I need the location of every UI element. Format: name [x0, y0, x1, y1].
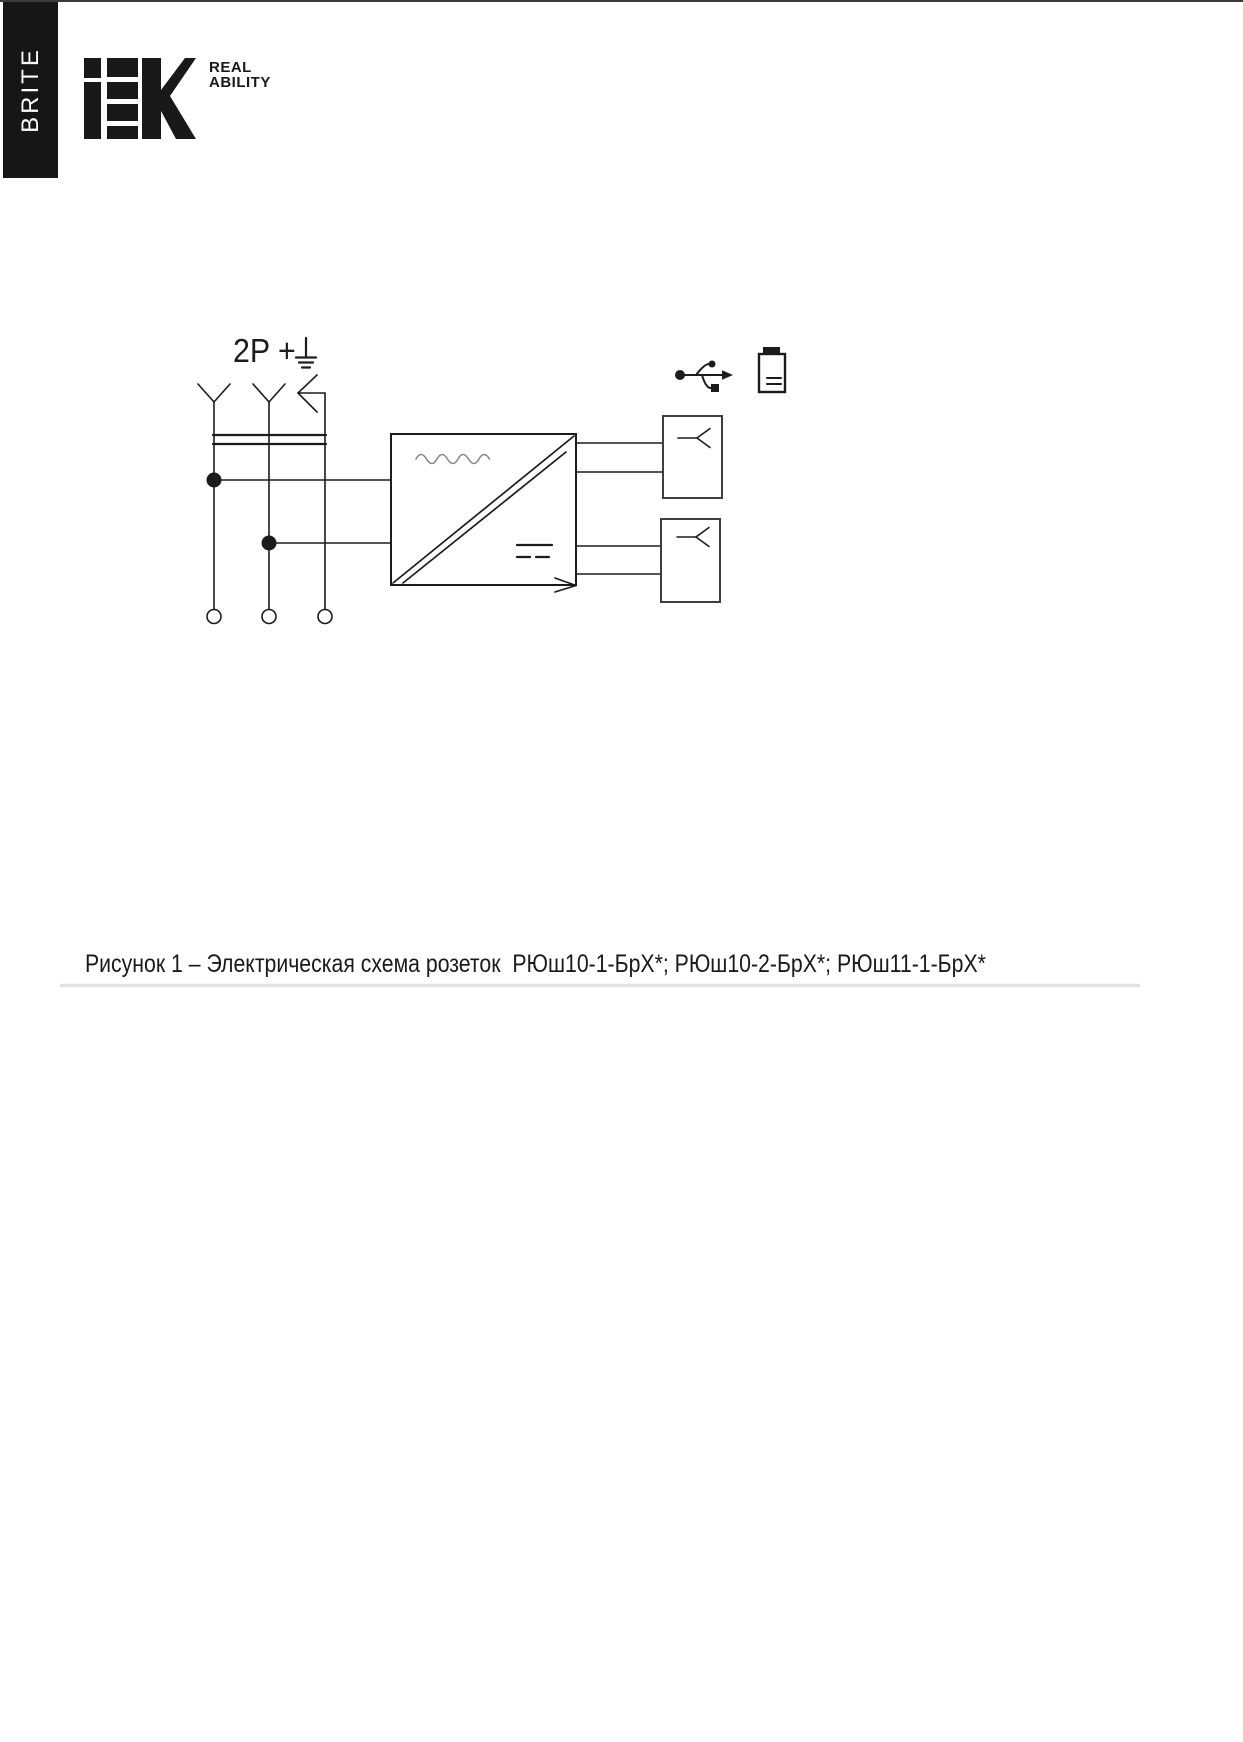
terminal-circle-icon — [318, 610, 332, 624]
input-poles-label: 2P + — [233, 332, 296, 369]
input-line-1 — [198, 384, 230, 624]
dc-symbol-icon — [517, 545, 552, 557]
earth-icon — [296, 338, 316, 368]
socket-outlet-1 — [663, 416, 722, 498]
socket-outlet-2 — [661, 519, 720, 602]
figure-caption: Рисунок 1 – Электрическая схема розеток РЮш10-1-БрХ*; РЮш10-2-БрХ*; РЮш11-1-БрХ* — [85, 950, 986, 978]
input-line-2 — [253, 384, 285, 624]
socket-contact-icon — [677, 528, 709, 547]
spine-label: BRITE — [16, 47, 44, 133]
tagline-line-2: ABILITY — [209, 74, 271, 91]
terminal-circle-icon — [262, 610, 276, 624]
scan-artifact-line — [60, 984, 1140, 987]
tagline-line-1: REAL — [209, 59, 252, 76]
ac-wave-icon — [416, 455, 490, 464]
converter-box — [391, 434, 576, 592]
terminal-circle-icon — [207, 610, 221, 624]
plug-contact-icon — [198, 384, 230, 402]
socket-contact-icon — [678, 429, 710, 448]
usb-icon — [675, 361, 733, 393]
plug-contact-icon — [253, 384, 285, 402]
battery-icon — [759, 347, 785, 392]
input-line-earth — [298, 375, 332, 624]
